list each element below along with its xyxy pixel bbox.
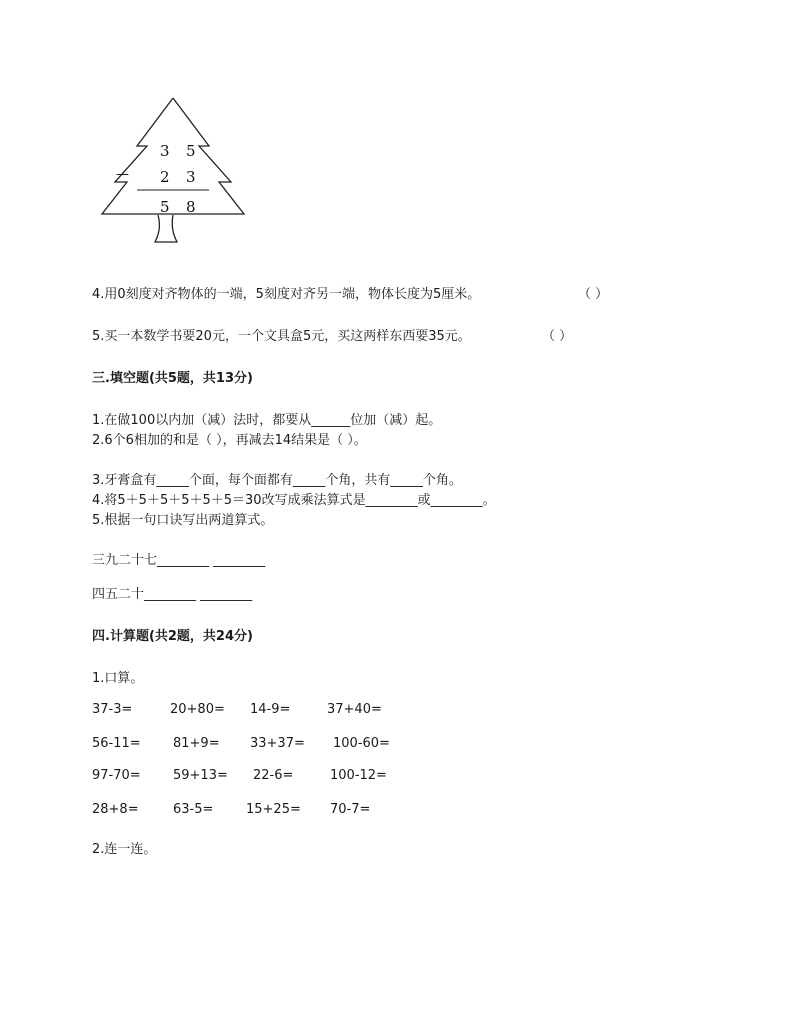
oral-calc-item: 100-12= (330, 768, 387, 783)
fill-question-1: 1.在做100以内加（减）法时，都要从______位加（减）起。 (92, 413, 442, 428)
oral-calc-item: 14-9= (250, 702, 291, 717)
section-title-calculation: 四.计算题(共2题，共24分) (92, 629, 253, 644)
judge-question-5: 5.买一本数学书要20元，一个文具盒5元，买这两样东西要35元。 (92, 329, 471, 344)
rhyme-line-1: 三九二十七________ ________ (92, 553, 266, 568)
calc-question-1: 1.口算。 (92, 671, 144, 686)
oral-calc-item: 15+25= (246, 802, 301, 817)
oral-calc-item: 37-3= (92, 702, 133, 717)
fill-question-2: 2.6个6相加的和是（ ），再减去14结果是（ ）。 (92, 433, 367, 448)
oral-calc-item: 28+8= (92, 802, 139, 817)
oral-calc-item: 33+37= (250, 736, 305, 751)
tree-digit: 5 (160, 198, 170, 216)
tree-digit: 3 (160, 142, 170, 160)
tree-digit: 8 (186, 198, 196, 216)
oral-calc-item: 100-60= (333, 736, 390, 751)
oral-calc-item: 97-70= (92, 768, 141, 783)
fill-question-5: 5.根据一句口诀写出两道算式。 (92, 513, 274, 528)
oral-calc-item: 63-5= (173, 802, 214, 817)
section-title-fill-in: 三.填空题(共5题，共13分) (92, 371, 253, 386)
tree-digit: 3 (186, 168, 196, 186)
oral-calc-item: 20+80= (170, 702, 225, 717)
oral-calc-item: 81+9= (173, 736, 220, 751)
tree-digit: 2 (160, 168, 170, 186)
answer-bracket: （ ） (578, 287, 609, 302)
judge-question-4: 4.用0刻度对齐物体的一端，5刻度对齐另一端，物体长度为5厘米。 (92, 287, 481, 302)
tree-subtraction-figure (99, 96, 247, 246)
oral-calc-item: 56-11= (92, 736, 141, 751)
oral-calc-item: 37+40= (327, 702, 382, 717)
answer-bracket: （ ） (542, 329, 573, 344)
oral-calc-item: 70-7= (330, 802, 371, 817)
oral-calc-item: 22-6= (253, 768, 294, 783)
tree-minus-sign: — (116, 167, 129, 182)
tree-digit: 5 (186, 142, 196, 160)
oral-calc-item: 59+13= (173, 768, 228, 783)
fill-question-4: 4.将5＋5＋5＋5＋5＋5＝30改写成乘法算式是________或________。 (92, 493, 496, 508)
fill-question-3: 3.牙膏盒有_____个面，每个面都有_____个角，共有_____个角。 (92, 473, 462, 488)
rhyme-line-2: 四五二十________ ________ (92, 587, 253, 602)
calc-question-2: 2.连一连。 (92, 842, 157, 857)
